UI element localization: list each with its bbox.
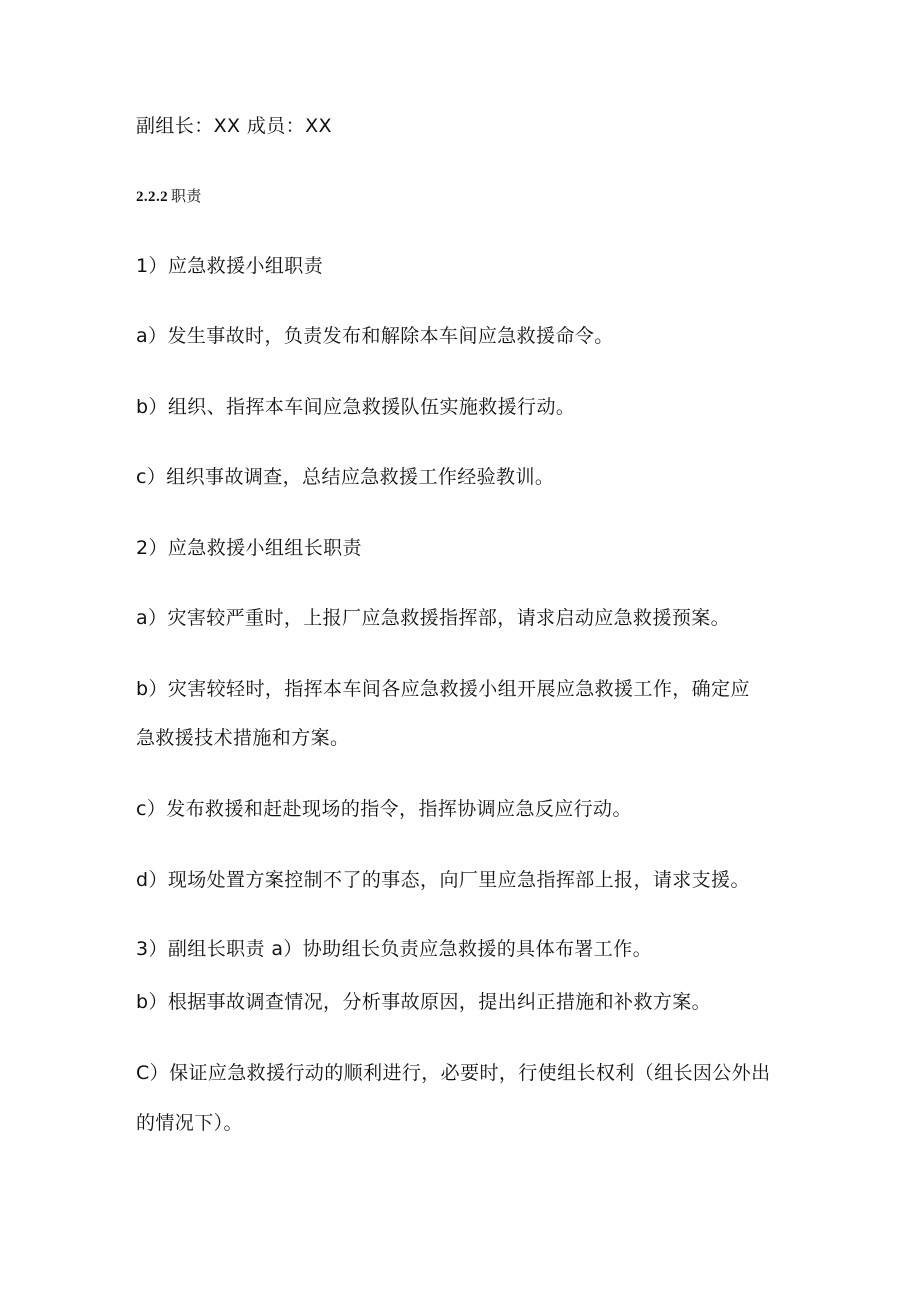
paragraph-2b-line-2: 急救援技术措施和方案。 xyxy=(136,727,350,749)
paragraph-2d: d）现场处置方案控制不了的事态，向厂里应急指挥部上报，请求支援。 xyxy=(136,869,750,891)
paragraph-2a: a）灾害较严重时，上报厂应急救援指挥部，请求启动应急救援预案。 xyxy=(136,607,731,629)
paragraph-2-heading: 2）应急救援小组组长职责 xyxy=(136,537,362,559)
section-number: 2.2.2 xyxy=(136,189,168,205)
paragraph-1c: c）组织事故调查，总结应急救援工作经验教训。 xyxy=(136,466,555,488)
paragraph-2c: c）发布救援和赶赴现场的指令，指挥协调应急反应行动。 xyxy=(136,798,632,820)
paragraph-1-heading: 1）应急救援小组职责 xyxy=(136,255,324,277)
paragraph-3b: b）根据事故调查情况，分析事故原因，提出纠正措施和补救方案。 xyxy=(136,991,712,1013)
paragraph-1a: a）发生事故时，负责发布和解除本车间应急救援命令。 xyxy=(136,325,614,347)
deputy-leader-members-line: 副组长：XX 成员：XX xyxy=(136,115,332,137)
paragraph-3c-line-1: C）保证应急救援行动的顺利进行，必要时，行使组长权利（组长因公外出 xyxy=(136,1062,771,1084)
paragraph-3-heading: 3）副组长职责 a）协助组长负责应急救援的具体布署工作。 xyxy=(136,938,652,960)
section-title: 职责 xyxy=(171,187,202,205)
paragraph-3c-line-2: 的情况下）。 xyxy=(136,1112,243,1134)
paragraph-2b-line-1: b）灾害较轻时，指挥本车间各应急救援小组开展应急救援工作，确定应 xyxy=(136,678,750,700)
paragraph-1b: b）组织、指挥本车间应急救援队伍实施救援行动。 xyxy=(136,396,576,418)
section-heading xyxy=(136,185,202,208)
